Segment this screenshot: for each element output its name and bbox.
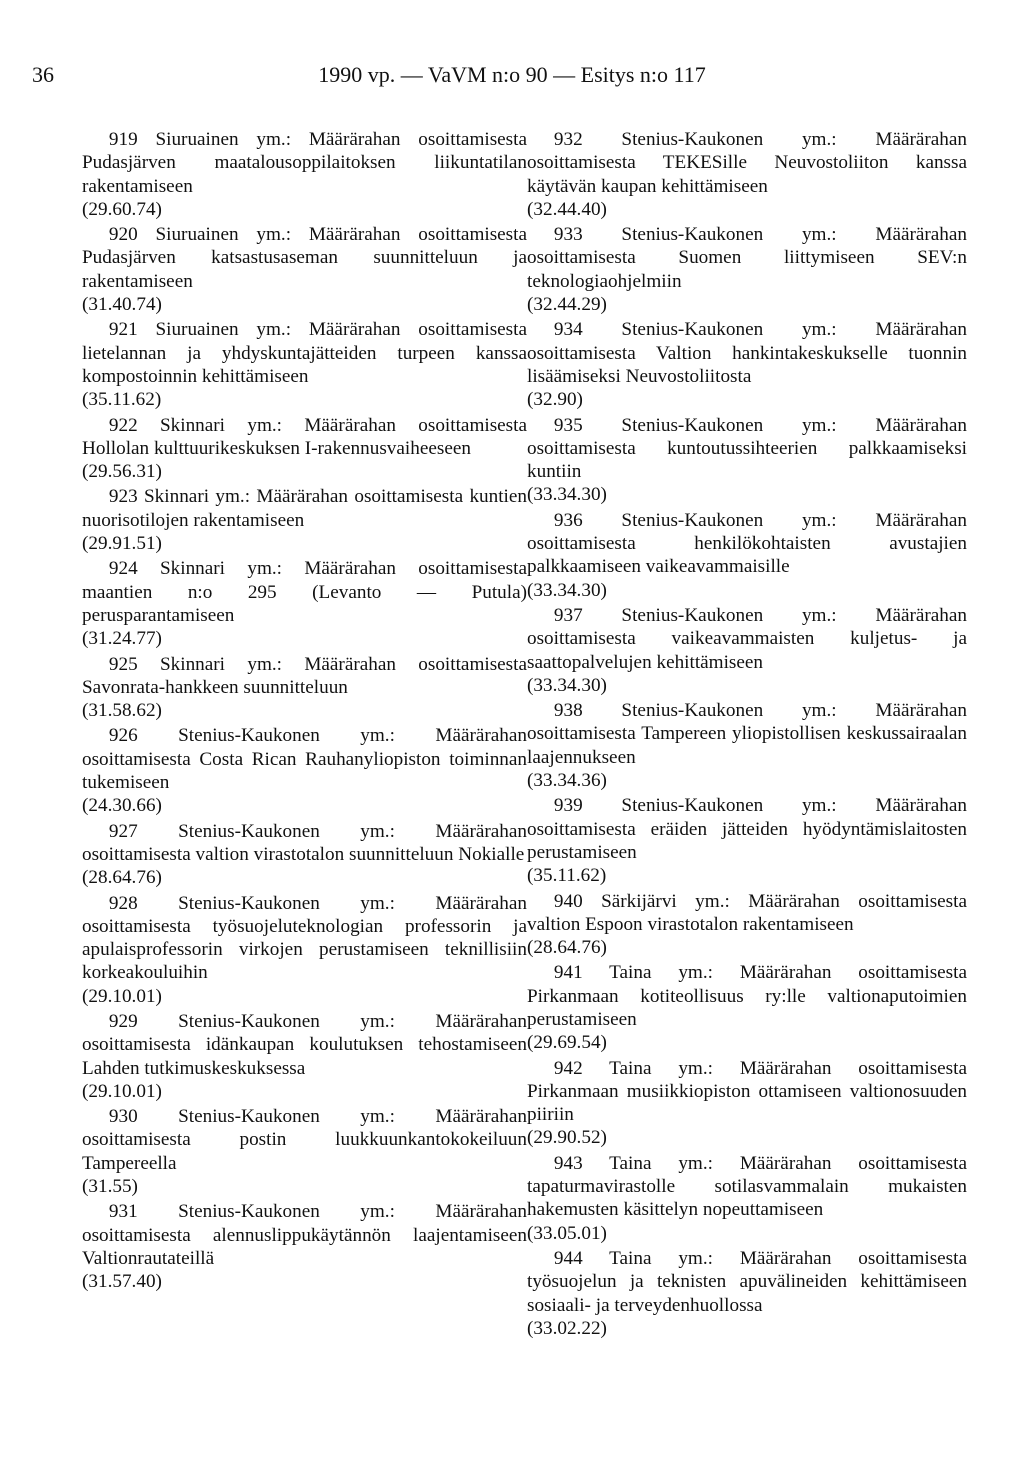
budget-reference: (29.60.74) xyxy=(82,198,162,220)
motion-text: 936 Stenius-Kaukonen ym.: Määrärahan osoittamisesta henkilökohtaisten avustajien palkkaamiseen vaikeavammaisille xyxy=(527,509,967,578)
budget-reference: (31.58.62) xyxy=(82,700,162,722)
budget-reference: (31.55) xyxy=(82,1176,138,1198)
budget-reference: (29.91.51) xyxy=(82,533,162,555)
budget-reference: (33.34.36) xyxy=(527,770,607,792)
motion-entry xyxy=(527,1152,967,1245)
budget-reference: (29.56.31) xyxy=(82,461,162,483)
budget-reference: (33.34.30) xyxy=(527,674,607,696)
motion-entry xyxy=(82,223,527,316)
motion-text: 944 Taina ym.: Määrärahan osoittamisesta työsuojelun ja teknisten apuvälineiden kehittämiseen sosiaali- ja terveydenhuollossa xyxy=(527,1247,967,1316)
motion-entry xyxy=(82,485,527,555)
budget-reference: (24.30.66) xyxy=(82,795,162,817)
motion-entry xyxy=(82,557,527,650)
motion-text: 943 Taina ym.: Määrärahan osoittamisesta tapaturmavirastolle sotilasvammalain mukaisten hakemusten käsittelyn nopeuttamiseen xyxy=(527,1152,967,1221)
motion-text: 919 Siuruainen ym.: Määrärahan osoittamisesta Pudasjärven maatalousoppilaitoksen liikuntatilan rakentamiseen xyxy=(82,129,527,197)
motion-text: 930 Stenius-Kaukonen ym.: Määrärahan osoittamisesta postin luukkuunkantokokeiluun Tampereella xyxy=(82,1106,527,1174)
budget-reference: (33.34.30) xyxy=(527,579,607,601)
running-header: 1990 vp. — VaVM n:o 90 — Esitys n:o 117 xyxy=(318,62,706,87)
budget-reference: (29.10.01) xyxy=(82,985,162,1007)
budget-reference: (31.24.77) xyxy=(82,628,162,650)
budget-reference: (28.64.76) xyxy=(527,937,607,959)
motion-entry xyxy=(82,820,527,890)
motion-entry xyxy=(527,223,967,316)
motion-text: 925 Skinnari ym.: Määrärahan osoittamisesta Savonrata-hankkeen suunnitteluun xyxy=(82,653,527,698)
motion-text: 926 Stenius-Kaukonen ym.: Määrärahan osoittamisesta Costa Rican Rauhanyliopiston toiminnan tukemiseen xyxy=(82,725,527,794)
motion-entry xyxy=(527,794,967,887)
motion-text: 927 Stenius-Kaukonen ym.: Määrärahan osoittamisesta valtion virastotalon suunnitteluun Nokialle xyxy=(82,820,527,865)
budget-reference: (29.69.54) xyxy=(527,1032,607,1054)
motion-entry xyxy=(82,1200,527,1293)
left-column xyxy=(82,128,527,1296)
motion-entry xyxy=(527,890,967,960)
motion-entry xyxy=(82,318,527,411)
motion-text: 931 Stenius-Kaukonen ym.: Määrärahan osoittamisesta alennuslippukäytännön laajentamiseen Valtionrautateillä xyxy=(82,1201,527,1269)
motion-entry xyxy=(527,509,967,602)
motion-text: 932 Stenius-Kaukonen ym.: Määrärahan osoittamisesta TEKESille Neuvostoliiton kanssa käytävän kaupan kehittämiseen xyxy=(527,129,967,197)
motion-entry xyxy=(527,414,967,507)
motion-entry xyxy=(527,961,967,1054)
motion-text: 941 Taina ym.: Määrärahan osoittamisesta Pirkanmaan kotiteollisuus ry:lle valtionaputoimien perustamiseen xyxy=(527,962,967,1030)
budget-reference: (32.44.40) xyxy=(527,198,607,220)
motion-text: 938 Stenius-Kaukonen ym.: Määrärahan osoittamisesta Tampereen yliopistollisen keskussairaalan laajennukseen xyxy=(527,700,967,768)
budget-reference: (31.57.40) xyxy=(82,1271,162,1293)
motion-entry xyxy=(82,1105,527,1198)
motion-entry xyxy=(527,318,967,411)
budget-reference: (29.10.01) xyxy=(82,1080,162,1102)
motion-entry xyxy=(82,724,527,817)
motion-text: 929 Stenius-Kaukonen ym.: Määrärahan osoittamisesta idänkaupan koulutuksen tehostamiseen Lahden tutkimuskeskuksessa xyxy=(82,1010,527,1079)
motion-text: 939 Stenius-Kaukonen ym.: Määrärahan osoittamisesta eräiden jätteiden hyödyntämislaitosten perustamiseen xyxy=(527,795,967,863)
page-number: 36 xyxy=(32,62,54,87)
motion-text: 921 Siuruainen ym.: Määrärahan osoittamisesta lietelannan ja yhdyskuntajätteiden turpeen kanssa kompostoinnin kehittämiseen xyxy=(82,319,527,387)
right-column xyxy=(527,128,967,1342)
motion-entry xyxy=(527,699,967,792)
budget-reference: (32.44.29) xyxy=(527,294,607,316)
motion-entry xyxy=(82,653,527,723)
motion-text: 933 Stenius-Kaukonen ym.: Määrärahan osoittamisesta Suomen liittymiseen SEV:n teknologiaohjelmiin xyxy=(527,224,967,292)
motion-text: 920 Siuruainen ym.: Määrärahan osoittamisesta Pudasjärven katsastusaseman suunnitteluun ja rakentamiseen xyxy=(82,224,527,292)
motion-text: 935 Stenius-Kaukonen ym.: Määrärahan osoittamisesta kuntoutussihteerien palkkaamiseksi kuntiin xyxy=(527,414,967,483)
budget-reference: (35.11.62) xyxy=(527,865,607,887)
budget-reference: (32.90) xyxy=(527,389,583,411)
motion-entry xyxy=(527,1057,967,1150)
motion-entry xyxy=(527,128,967,221)
budget-reference: (29.90.52) xyxy=(527,1127,607,1149)
motion-text: 923 Skinnari ym.: Määrärahan osoittamisesta kuntien nuorisotilojen rakentamiseen xyxy=(82,486,527,531)
motion-entry xyxy=(82,128,527,221)
motion-text: 928 Stenius-Kaukonen ym.: Määrärahan osoittamisesta työsuojeluteknologian professorin ja apulaisprofessorin virkojen perustamiseen teknillisiin korkeakouluihin xyxy=(82,892,527,984)
motion-entry xyxy=(527,604,967,697)
budget-reference: (33.02.22) xyxy=(527,1317,607,1339)
motion-entry xyxy=(82,1010,527,1103)
motion-entry xyxy=(82,892,527,1008)
budget-reference: (33.05.01) xyxy=(527,1222,607,1244)
budget-reference: (33.34.30) xyxy=(527,484,607,506)
motion-text: 942 Taina ym.: Määrärahan osoittamisesta Pirkanmaan musiikkiopiston ottamiseen valtionosuuden piiriin xyxy=(527,1057,967,1126)
motion-entry xyxy=(527,1247,967,1340)
motion-text: 934 Stenius-Kaukonen ym.: Määrärahan osoittamisesta Valtion hankintakeskukselle tuonnin lisäämiseksi Neuvostoliitosta xyxy=(527,319,967,387)
budget-reference: (35.11.62) xyxy=(82,389,162,411)
motion-entry xyxy=(82,414,527,484)
motion-text: 924 Skinnari ym.: Määrärahan osoittamisesta maantien n:o 295 (Levanto — Putula) perusparantamiseen xyxy=(82,558,527,626)
motion-text: 922 Skinnari ym.: Määrärahan osoittamisesta Hollolan kulttuurikeskuksen I-rakennusvaiheeseen xyxy=(82,414,527,459)
budget-reference: (28.64.76) xyxy=(82,867,162,889)
budget-reference: (31.40.74) xyxy=(82,294,162,316)
motion-text: 937 Stenius-Kaukonen ym.: Määrärahan osoittamisesta vaikeavammaisten kuljetus- ja saattopalvelujen kehittämiseen xyxy=(527,604,967,673)
motion-text: 940 Särkijärvi ym.: Määrärahan osoittamisesta valtion Espoon virastotalon rakentamiseen xyxy=(527,890,967,935)
